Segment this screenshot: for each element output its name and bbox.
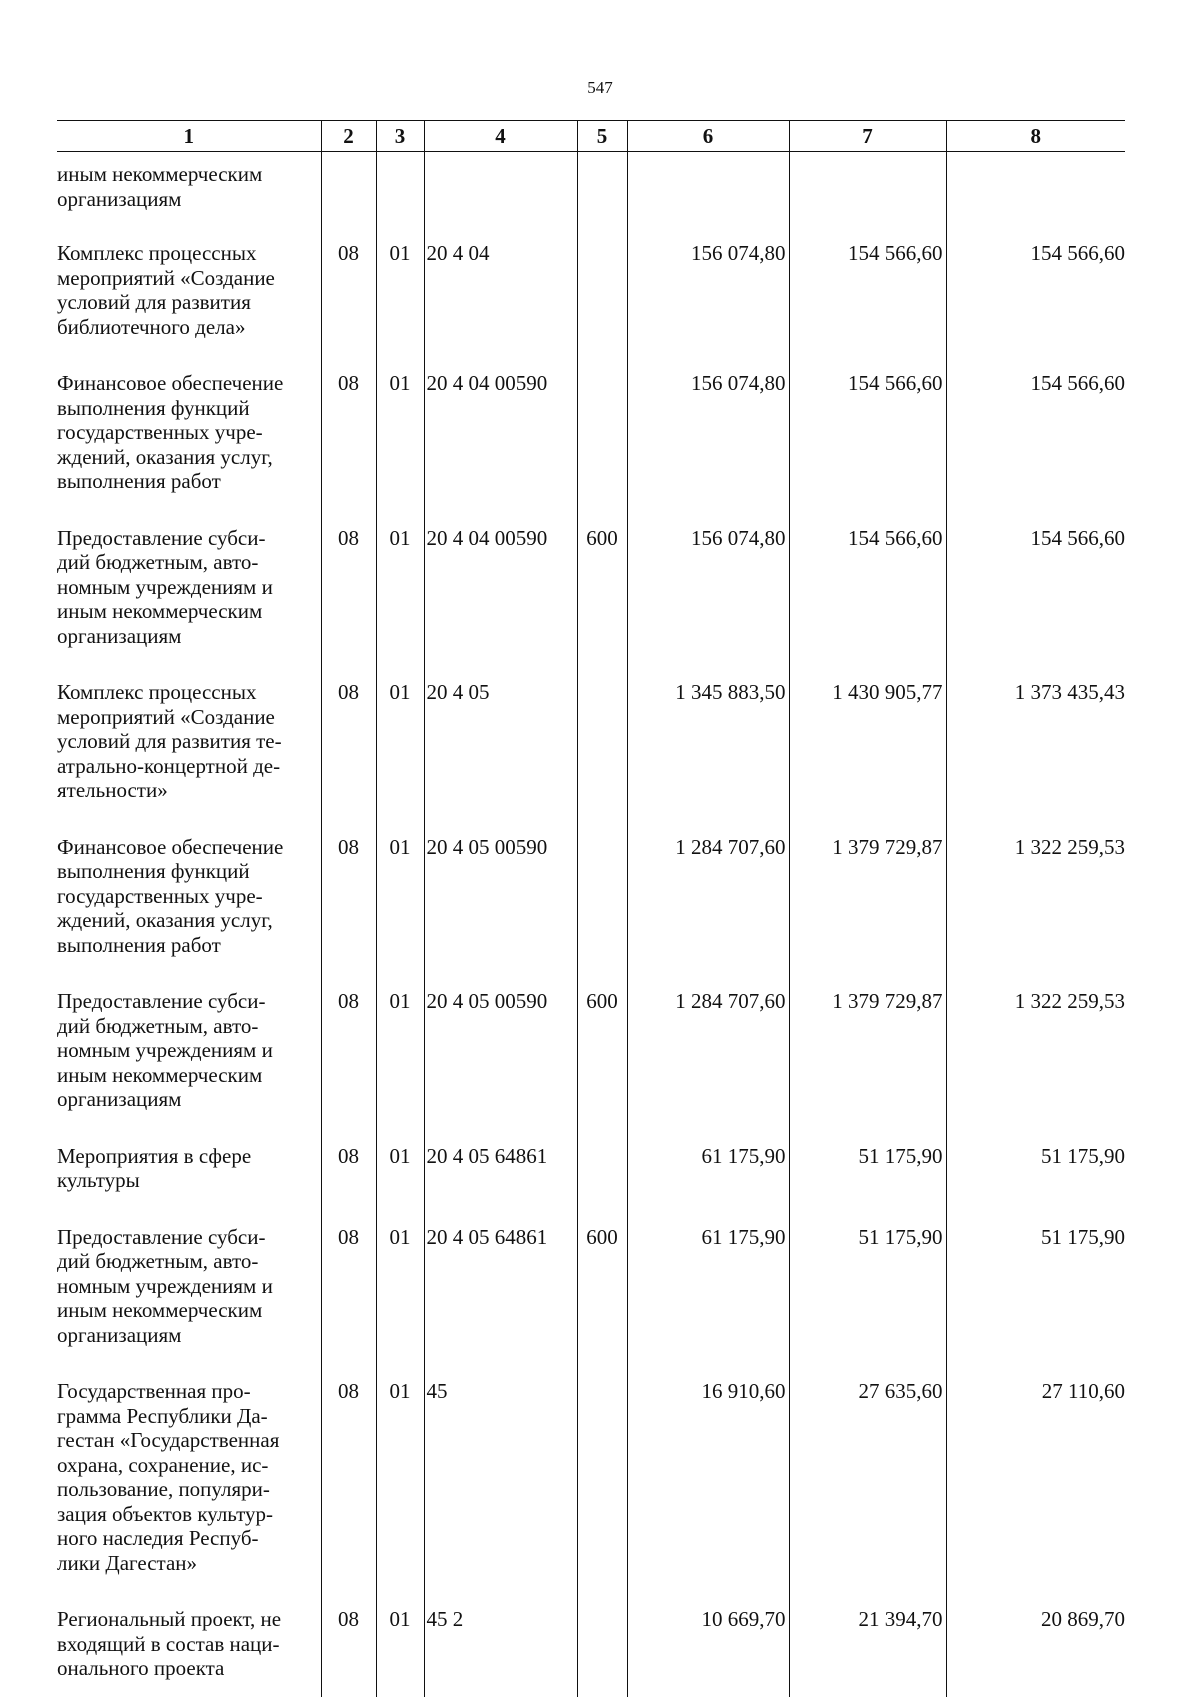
row-description <box>57 520 321 675</box>
table-body <box>57 152 1125 1697</box>
description-line: выполнения функций <box>57 859 250 883</box>
amount-col-6 <box>627 152 789 236</box>
section-code: 08 <box>321 983 376 1138</box>
description-line: государственных учре- <box>57 883 263 908</box>
column-header: 6 <box>627 121 789 152</box>
description-line: Предоставление субси- <box>57 525 266 550</box>
description-line: иным некоммерческим <box>57 1298 263 1322</box>
description-line: Финансовое обеспечение <box>57 834 284 859</box>
amount-col-7: 154 566,60 <box>789 520 946 675</box>
target-article-code: 20 4 05 <box>424 674 577 829</box>
description-line: дий бюджетным, авто- <box>57 1013 259 1038</box>
column-header: 5 <box>577 121 627 152</box>
description-line: Мероприятия в сфере <box>57 1143 252 1168</box>
target-article-code: 20 4 05 00590 <box>424 983 577 1138</box>
table-row <box>57 1601 1125 1697</box>
row-description <box>57 829 321 984</box>
amount-col-7 <box>789 152 946 236</box>
column-header: 4 <box>424 121 577 152</box>
amount-col-8: 51 175,90 <box>946 1138 1125 1219</box>
description-line: лики Дагестан» <box>57 1550 198 1575</box>
description-line: организациям <box>57 1087 182 1111</box>
row-description <box>57 365 321 520</box>
description-line: библиотечного дела» <box>57 314 246 339</box>
column-header: 7 <box>789 121 946 152</box>
amount-col-8 <box>946 152 1125 236</box>
description-line: ждений, оказания услуг, <box>57 908 273 932</box>
amount-col-8: 154 566,60 <box>946 235 1125 365</box>
table-row <box>57 235 1125 365</box>
subsection-code: 01 <box>376 365 424 520</box>
section-code: 08 <box>321 829 376 984</box>
row-description <box>57 152 321 236</box>
description-line: номным учреждениям и <box>57 1273 273 1298</box>
amount-col-8: 27 110,60 <box>946 1373 1125 1601</box>
description-line: условий для развития те- <box>57 729 282 753</box>
amount-col-6: 1 284 707,60 <box>627 829 789 984</box>
section-code: 08 <box>321 365 376 520</box>
column-header: 3 <box>376 121 424 152</box>
table-row <box>57 1138 1125 1219</box>
amount-col-7: 51 175,90 <box>789 1138 946 1219</box>
amount-col-6: 1 345 883,50 <box>627 674 789 829</box>
target-article-code: 45 <box>424 1373 577 1601</box>
amount-col-7: 1 379 729,87 <box>789 829 946 984</box>
section-code: 08 <box>321 520 376 675</box>
section-code: 08 <box>321 235 376 365</box>
section-code <box>321 152 376 236</box>
description-line: зация объектов культур- <box>57 1501 273 1526</box>
subsection-code: 01 <box>376 520 424 675</box>
budget-table <box>57 120 1125 1697</box>
row-description <box>57 674 321 829</box>
amount-col-7: 154 566,60 <box>789 365 946 520</box>
table-row <box>57 152 1125 236</box>
description-line: организациям <box>57 186 182 211</box>
expense-type-code: 600 <box>577 1219 627 1374</box>
target-article-code: 20 4 04 00590 <box>424 365 577 520</box>
amount-col-7: 51 175,90 <box>789 1219 946 1374</box>
amount-col-6: 61 175,90 <box>627 1219 789 1374</box>
description-line: условий для развития <box>57 290 251 314</box>
row-description <box>57 1601 321 1697</box>
expense-type-code <box>577 1138 627 1219</box>
subsection-code: 01 <box>376 1219 424 1374</box>
description-line: выполнения функций <box>57 395 250 420</box>
subsection-code: 01 <box>376 829 424 984</box>
amount-col-7: 1 430 905,77 <box>789 674 946 829</box>
table-row <box>57 983 1125 1138</box>
expense-type-code <box>577 152 627 236</box>
description-line: Комплекс процессных <box>57 680 257 704</box>
target-article-code: 20 4 04 <box>424 235 577 365</box>
row-description <box>57 1373 321 1601</box>
amount-col-6: 10 669,70 <box>627 1601 789 1697</box>
row-description <box>57 983 321 1138</box>
expense-type-code <box>577 829 627 984</box>
subsection-code: 01 <box>376 235 424 365</box>
target-article-code: 20 4 05 00590 <box>424 829 577 984</box>
target-article-code: 20 4 04 00590 <box>424 520 577 675</box>
amount-col-7: 27 635,60 <box>789 1373 946 1601</box>
description-line: иным некоммерческим <box>57 599 263 623</box>
description-line: атрально-концертной де- <box>57 753 281 778</box>
row-description <box>57 235 321 365</box>
description-line: Предоставление субси- <box>57 1224 266 1249</box>
amount-col-8: 1 322 259,53 <box>946 829 1125 984</box>
row-description <box>57 1219 321 1374</box>
expense-type-code <box>577 365 627 520</box>
description-line: номным учреждениям и <box>57 574 273 599</box>
table-row <box>57 365 1125 520</box>
description-line: номным учреждениям и <box>57 1038 273 1062</box>
description-line: государственных учре- <box>57 420 263 444</box>
description-line: грамма Республики Да- <box>57 1403 268 1428</box>
subsection-code <box>376 152 424 236</box>
amount-col-8: 1 322 259,53 <box>946 983 1125 1138</box>
section-code: 08 <box>321 1138 376 1219</box>
subsection-code: 01 <box>376 1373 424 1601</box>
expense-type-code <box>577 1601 627 1697</box>
amount-col-7: 154 566,60 <box>789 235 946 365</box>
amount-col-6: 156 074,80 <box>627 520 789 675</box>
column-header: 1 <box>57 121 321 152</box>
amount-col-7: 21 394,70 <box>789 1601 946 1697</box>
description-line: организациям <box>57 623 182 648</box>
description-line: мероприятий «Создание <box>57 265 275 290</box>
description-line: Финансовое обеспечение <box>57 371 284 395</box>
expense-type-code <box>577 1373 627 1601</box>
amount-col-6: 1 284 707,60 <box>627 983 789 1138</box>
table-row <box>57 1219 1125 1374</box>
description-line: культуры <box>57 1168 140 1192</box>
subsection-code: 01 <box>376 983 424 1138</box>
description-line: пользование, популяри- <box>57 1477 270 1501</box>
column-header: 8 <box>946 121 1125 152</box>
description-line: входящий в состав наци- <box>57 1631 280 1656</box>
column-header: 2 <box>321 121 376 152</box>
expense-type-code: 600 <box>577 520 627 675</box>
amount-col-7: 1 379 729,87 <box>789 983 946 1138</box>
description-line: гестан «Государственная <box>57 1428 280 1452</box>
target-article-code: 20 4 05 64861 <box>424 1138 577 1219</box>
subsection-code: 01 <box>376 1601 424 1697</box>
page-number: 547 <box>587 78 613 97</box>
amount-col-8: 1 373 435,43 <box>946 674 1125 829</box>
section-code: 08 <box>321 1601 376 1697</box>
description-line: выполнения работ <box>57 932 221 957</box>
description-line: онального проекта <box>57 1656 225 1680</box>
amount-col-8: 154 566,60 <box>946 520 1125 675</box>
expense-type-code: 600 <box>577 983 627 1138</box>
target-article-code: 45 2 <box>424 1601 577 1697</box>
amount-col-8: 51 175,90 <box>946 1219 1125 1374</box>
expense-type-code <box>577 674 627 829</box>
section-code: 08 <box>321 1219 376 1374</box>
table-row <box>57 829 1125 984</box>
description-line: выполнения работ <box>57 469 221 493</box>
section-code: 08 <box>321 1373 376 1601</box>
description-line: иным некоммерческим <box>57 1062 263 1087</box>
table-row <box>57 1373 1125 1601</box>
amount-col-8: 154 566,60 <box>946 365 1125 520</box>
description-line: ятельности» <box>57 778 168 802</box>
table-header-row <box>57 121 1125 152</box>
description-line: Предоставление субси- <box>57 989 266 1013</box>
description-line: Государственная про- <box>57 1379 251 1403</box>
table-row <box>57 520 1125 675</box>
description-line: Региональный проект, не <box>57 1607 282 1631</box>
description-line: организациям <box>57 1322 182 1347</box>
description-line: дий бюджетным, авто- <box>57 1249 259 1273</box>
target-article-code <box>424 152 577 236</box>
amount-col-6: 156 074,80 <box>627 235 789 365</box>
description-line: ждений, оказания услуг, <box>57 444 273 469</box>
subsection-code: 01 <box>376 674 424 829</box>
amount-col-8: 20 869,70 <box>946 1601 1125 1697</box>
description-line: иным некоммерческим <box>57 162 263 186</box>
description-line: дий бюджетным, авто- <box>57 550 259 574</box>
subsection-code: 01 <box>376 1138 424 1219</box>
description-line: ного наследия Респуб- <box>57 1526 259 1550</box>
expense-type-code <box>577 235 627 365</box>
description-line: Комплекс процессных <box>57 241 257 265</box>
section-code: 08 <box>321 674 376 829</box>
description-line: мероприятий «Создание <box>57 704 275 729</box>
amount-col-6: 16 910,60 <box>627 1373 789 1601</box>
target-article-code: 20 4 05 64861 <box>424 1219 577 1374</box>
amount-col-6: 156 074,80 <box>627 365 789 520</box>
row-description <box>57 1138 321 1219</box>
description-line: охрана, сохранение, ис- <box>57 1452 269 1477</box>
amount-col-6: 61 175,90 <box>627 1138 789 1219</box>
table-row <box>57 674 1125 829</box>
